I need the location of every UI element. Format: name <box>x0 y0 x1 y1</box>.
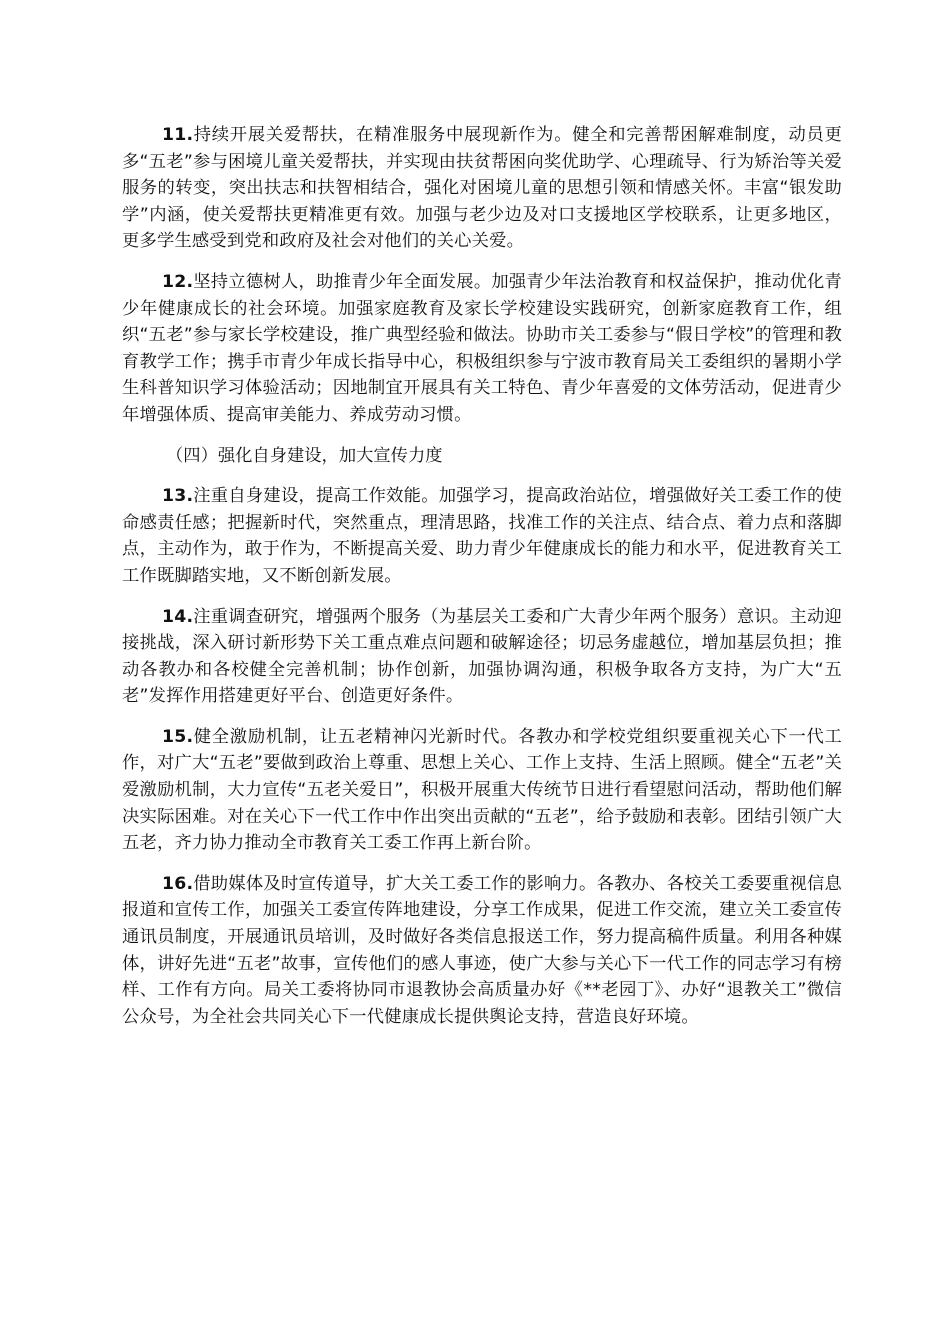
paragraph-13 <box>122 483 842 589</box>
paragraph-16 <box>122 871 842 1031</box>
paragraph-text: 坚持立德树人，助推青少年全面发展。加强青少年法治教育和权益保护，推动优化青少年健康成长的社会环境。加强家庭教育及家长学校建设实践研究，创新家庭教育工作，组织“五老”参与家长学校建设，推广典型经验和做法。协助市关工委参与“假日学校”的管理和教育教学工作；携手市青少年成长指导中心，积极组织参与宁波市教育局关工委组织的暑期小学生科普知识学习体验活动；因地制宜开展具有关工特色、青少年喜爱的文体劳活动，促进青少年增强体质、提高审美能力、养成劳动习惯。 <box>122 271 842 425</box>
paragraph-15 <box>122 724 842 857</box>
paragraph-text: 注重自身建设，提高工作效能。加强学习，提高政治站位，增强做好关工委工作的使命感责任感；把握新时代，突然重点，理清思路，找准工作的关注点、结合点、着力点和落脚点，主动作为，敢于作为，不断提高关爱、助力青少年健康成长的能力和水平，促进教育关工工作既脚踏实地，又不断创新发展。 <box>122 486 842 586</box>
item-number: 12. <box>162 271 194 292</box>
paragraph-text: 注重调查研究，增强两个服务（为基层关工委和广大青少年两个服务）意识。主动迎接挑战，深入研讨新形势下关工重点难点问题和破解途径；切忌务虚越位，增加基层负担；推动各教办和各校健全完善机制；协作创新，加强协调沟通，积极争取各方支持，为广大“五老”发挥作用搭建更好平台、创造更好条件。 <box>122 606 842 707</box>
item-number: 14. <box>162 606 194 627</box>
item-number: 15. <box>162 726 194 747</box>
paragraph-text: 借助媒体及时宣传道导，扩大关工委工作的影响力。各教办、各校关工委要重视信息报道和宣传工作，加强关工委宣传阵地建设，分享工作成果，促进工作交流，建立关工委宣传通讯员制度，开展通讯员培训，及时做好各类信息报送工作，努力提高稿件质量。利用各种媒体，讲好先进“五老”故事，宣传他们的感人事迹，使广大参与关心下一代工作的同志学习有榜样、工作有方向。局关工委将协同市退教协会高质量办好《**老园丁》、办好“退教关工”微信公众号，为全社会共同关心下一代健康成长提供舆论支持，营造良好环境。 <box>122 873 842 1027</box>
section-heading: （四）强化自身建设，加大宣传力度 <box>166 445 443 466</box>
paragraph-11 <box>122 122 842 255</box>
paragraph-14 <box>122 604 842 710</box>
paragraph-text: 健全激励机制，让五老精神闪光新时代。各教办和学校党组织要重视关心下一代工作，对广大“五老”要做到政治上尊重、思想上关心、工作上支持、生活上照顾。健全“五老”关爱激励机制，大力宣传“五老关爱日”，积极开展重大传统节日进行看望慰问活动，帮助他们解决实际困难。对在关心下一代工作中作出突出贡献的“五老”，给予鼓励和表彰。团结引领广大五老，齐力协力推动全市教育关工委工作再上新台阶。 <box>122 726 842 854</box>
item-number: 16. <box>162 873 194 894</box>
paragraph-12 <box>122 269 842 429</box>
document-page <box>122 122 842 1044</box>
paragraph-text: 持续开展关爱帮扶，在精准服务中展现新作为。健全和完善帮困解难制度，动员更多“五老”参与困境儿童关爱帮扶，并实现由扶贫帮困向奖优助学、心理疏导、行为矫治等关爱服务的转变，突出扶志和扶智相结合，强化对困境儿童的思想引领和情感关怀。丰富“银发助学”内涵，使关爱帮扶更精准更有效。加强与老少边及对口支援地区学校联系，让更多地区，更多学生感受到党和政府及社会对他们的关心关爱。 <box>122 125 842 252</box>
item-number: 13. <box>162 486 194 507</box>
item-number: 11. <box>162 125 194 145</box>
